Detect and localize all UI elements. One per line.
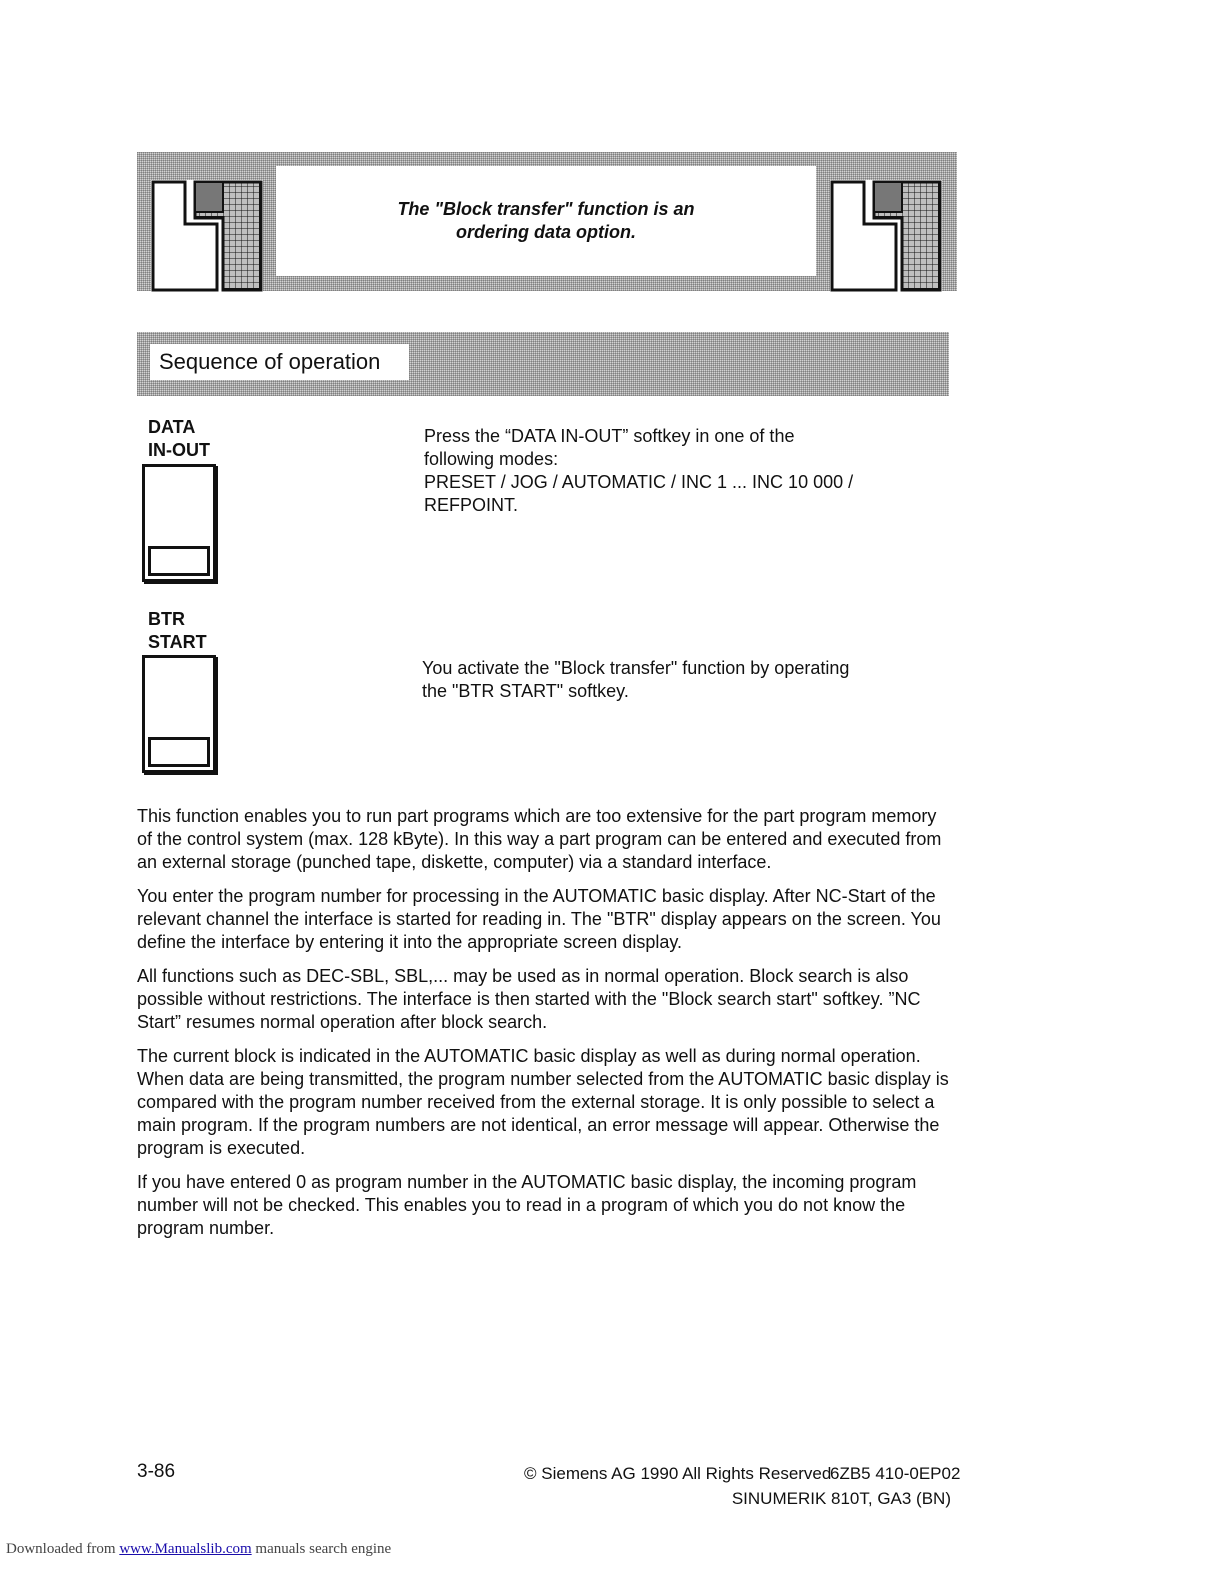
option-notice	[276, 166, 816, 276]
softkey-description: You activate the "Block transfer" function by operating the "BTR START" softkey.	[422, 658, 850, 701]
softkey-slot	[148, 737, 210, 767]
data-in-out-softkey	[142, 464, 216, 582]
softkey-description: Press the “DATA IN-OUT” softkey in one of the following modes: PRESET / JOG / AUTOMATIC / INC 1 ... INC 10 000 / REFPOINT.	[424, 426, 854, 515]
download-notice	[6, 1541, 391, 1558]
manualslib-link[interactable]: www.Manualslib.com	[119, 1541, 252, 1557]
paragraph: You enter the program number for processing in the AUTOMATIC basic display. After NC-Start of the relevant channel the interface is started for reading in. The "BTR" display appears on the screen. You define the interface by entering it into the appropriate screen display.	[137, 886, 941, 952]
download-suffix: manuals search engine	[255, 1541, 392, 1557]
paragraph: This function enables you to run part programs which are too extensive for the part program memory of the control system (max. 128 kByte). In this way a part program can be entered and executed from an external storage (punched tape, diskette, computer) via a standard interface.	[137, 806, 942, 872]
option-notice-line: The "Block transfer" function is an	[397, 199, 695, 219]
option-notice-line: ordering data option.	[456, 222, 636, 242]
section-title: Sequence of operation	[150, 344, 409, 380]
page-number: 3-86	[137, 1461, 176, 1482]
product-name: SINUMERIK 810T, GA3 (BN)	[731, 1489, 951, 1508]
paragraph: The current block is indicated in the AUTOMATIC basic display as well as during normal operation. When data are being transmitted, the program number selected from the AUTOMATIC basic display is compared with the program number received from the external storage. It is only possible to select a main program. If the program numbers are not identical, an error message will appear. Otherwise the program is executed.	[137, 1046, 949, 1158]
softkey-slot	[148, 546, 210, 576]
paragraph: All functions such as DEC-SBL, SBL,... may be used as in normal operation. Block search is also possible without restrictions. The interface is then started with the "Block search start" softkey. ”NC Start” resumes normal operation after block search.	[137, 966, 921, 1032]
softkey-label-btr-start: BTR START	[148, 609, 207, 652]
copyright: © Siemens AG 1990 All Rights Reserved	[524, 1464, 832, 1483]
download-prefix: Downloaded from	[6, 1541, 116, 1557]
softkey-label-data-in-out: DATA IN-OUT	[148, 417, 210, 460]
ordering-option-icon	[830, 180, 942, 292]
body-text	[137, 805, 952, 1251]
order-number: 6ZB5 410-0EP02	[830, 1464, 961, 1483]
ordering-option-icon	[151, 180, 263, 292]
btr-start-softkey	[142, 655, 216, 773]
paragraph: If you have entered 0 as program number in the AUTOMATIC basic display, the incoming program number will not be checked. This enables you to read in a program of which you do not know the program number.	[137, 1172, 917, 1238]
